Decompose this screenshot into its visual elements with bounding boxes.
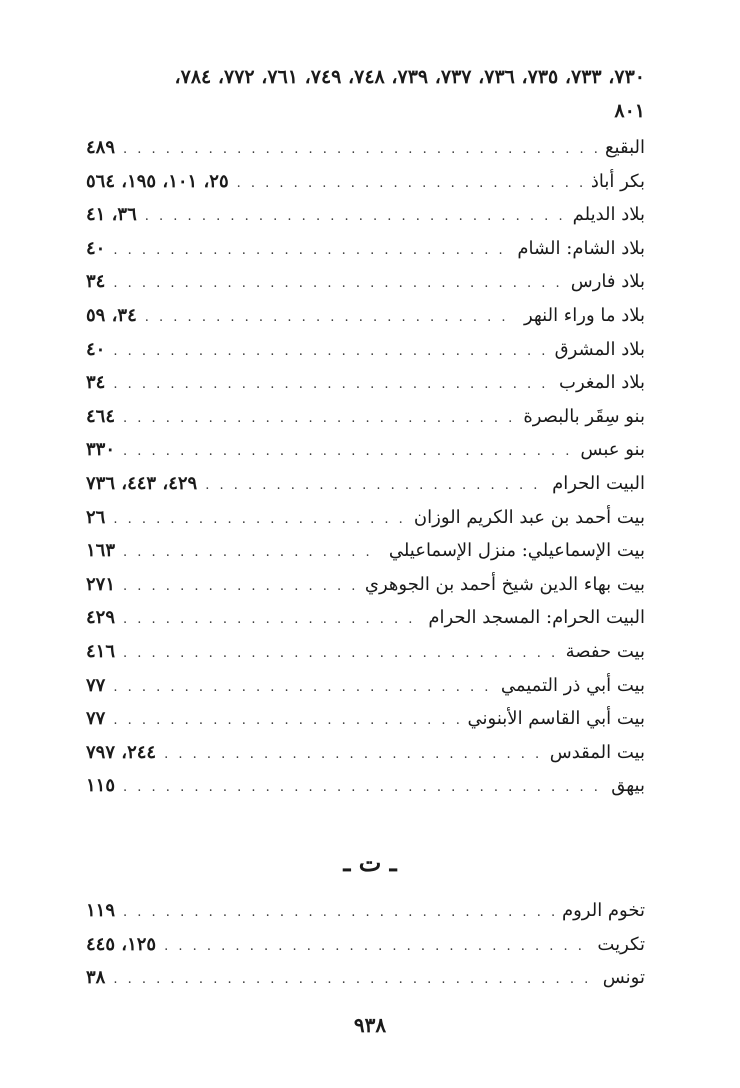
dot-leader	[113, 236, 509, 266]
entry-name: تخوم الروم	[561, 900, 645, 921]
index-entry	[86, 704, 645, 738]
entry-pages: ٣٣٠	[86, 439, 116, 461]
entry-name: البيت الحرام: المسجد الحرام	[428, 607, 645, 629]
entry-pages: ٢٧١	[86, 573, 116, 595]
entry-pages: ١٢٥، ٤٤٥	[86, 933, 157, 955]
entry-name: بيت بهاء الدين شيخ أحمد بن الجوهري	[364, 573, 645, 595]
entry-name: البيت الحرام	[552, 472, 645, 494]
dot-leader	[123, 898, 554, 928]
index-entry	[86, 234, 645, 268]
entry-pages: ٧٧	[86, 674, 106, 696]
entry-name: تونس	[602, 967, 645, 989]
entry-pages: ١١٥	[86, 775, 116, 797]
entry-name: بلاد الشام: الشام	[517, 237, 645, 259]
entry-name: بيت أحمد بن عبد الكريم الوزان	[413, 506, 645, 528]
index-entry	[86, 435, 645, 469]
index-entries-ta	[86, 896, 645, 997]
index-entry	[86, 896, 645, 930]
index-entry	[86, 301, 645, 335]
entry-pages: ٢٦	[86, 506, 106, 528]
entry-name: بلاد المشرق	[554, 338, 645, 360]
entry-pages: ٣٤	[86, 372, 106, 394]
dot-leader	[123, 135, 597, 165]
entry-name: بكر أباذ	[590, 170, 645, 192]
index-entry	[86, 930, 645, 964]
entry-name: البقيع	[604, 137, 645, 158]
entry-pages: ٢٤٤، ٧٩٧	[86, 741, 157, 763]
index-entry	[86, 671, 645, 705]
entry-pages: ٤٦٤	[86, 405, 116, 427]
entry-name: تكريت	[597, 933, 645, 955]
continuation-line-2: ٨٠١	[614, 100, 645, 122]
entry-pages: ٢٥، ١٠١، ١٩٥، ٥٦٤	[86, 170, 229, 192]
dot-leader	[164, 740, 542, 770]
dot-leader	[145, 202, 565, 232]
entry-pages: ٣٤، ٥٩	[86, 304, 137, 326]
dot-leader	[123, 639, 558, 669]
entry-name: بلاد ما وراء النهر	[523, 304, 645, 326]
continuation-line-1: ٧٣٠، ٧٣٣، ٧٣٥، ٧٣٦، ٧٣٧، ٧٣٩، ٧٤٨، ٧٤٩، ٧٦١، ٧٧٢، ٧٨٤،	[174, 66, 645, 88]
entry-pages: ٤٠	[86, 338, 106, 360]
entry-name: بلاد المغرب	[559, 372, 645, 394]
index-entry	[86, 469, 645, 503]
dot-leader	[113, 269, 562, 299]
entry-name: بيت أبي ذر التميمي	[500, 674, 645, 696]
entry-name: بيت حفصة	[565, 640, 645, 662]
entry-name: بيهق	[611, 775, 645, 797]
dot-leader	[123, 773, 603, 803]
entry-pages: ٤٨٩	[86, 137, 116, 158]
entry-pages: ٤٢٩	[86, 607, 116, 629]
dot-leader	[123, 538, 381, 568]
dot-leader	[113, 505, 406, 535]
entry-pages: ٣٨	[86, 967, 106, 989]
entry-name: بيت أبي القاسم الأبنوني	[467, 708, 645, 730]
index-entry	[86, 963, 645, 997]
index-entry	[86, 335, 645, 369]
entry-pages: ١١٩	[86, 900, 116, 921]
entry-pages: ٤٢٩، ٤٤٣، ٧٣٦	[86, 472, 198, 494]
dot-leader	[123, 572, 357, 602]
dot-leader	[113, 673, 492, 703]
index-entry	[86, 570, 645, 604]
entry-name: بنو عبس	[580, 439, 645, 461]
index-entry	[86, 167, 645, 201]
index-entry	[86, 603, 645, 637]
dot-leader	[205, 471, 544, 501]
dot-leader	[123, 605, 420, 635]
index-entry	[86, 771, 645, 805]
entry-name: بنو سِقَر بالبصرة	[523, 405, 645, 427]
entry-pages: ٣٤	[86, 271, 106, 293]
entry-pages: ٣٦، ٤١	[86, 204, 137, 226]
entry-pages: ١٦٣	[86, 540, 116, 562]
section-heading-ta: ـ ت ـ	[343, 848, 397, 877]
index-entry	[86, 637, 645, 671]
entry-name: بيت المقدس	[549, 741, 645, 763]
index-entry	[86, 503, 645, 537]
entry-pages: ٤٠	[86, 237, 106, 259]
dot-leader	[145, 303, 516, 333]
dot-leader	[123, 404, 515, 434]
index-entry	[86, 200, 645, 234]
entry-pages: ٧٧	[86, 708, 106, 730]
entry-name: بلاد الديلم	[572, 204, 645, 226]
dot-leader	[113, 370, 551, 400]
page-number: ٩٣٨	[353, 1013, 387, 1037]
dot-leader	[113, 706, 459, 736]
index-entry	[86, 133, 645, 167]
entry-name: بلاد فارس	[570, 271, 645, 293]
dot-leader	[113, 337, 546, 367]
dot-leader	[123, 437, 572, 467]
index-entry	[86, 738, 645, 772]
entry-pages: ٤١٦	[86, 640, 116, 662]
dot-leader	[164, 932, 589, 962]
index-entry	[86, 267, 645, 301]
dot-leader	[237, 169, 583, 199]
index-entry	[86, 368, 645, 402]
dot-leader	[113, 965, 594, 995]
index-entries-ba	[86, 133, 645, 805]
entry-name: بيت الإسماعيلي: منزل الإسماعيلي	[388, 540, 645, 562]
index-entry	[86, 536, 645, 570]
index-entry	[86, 402, 645, 436]
